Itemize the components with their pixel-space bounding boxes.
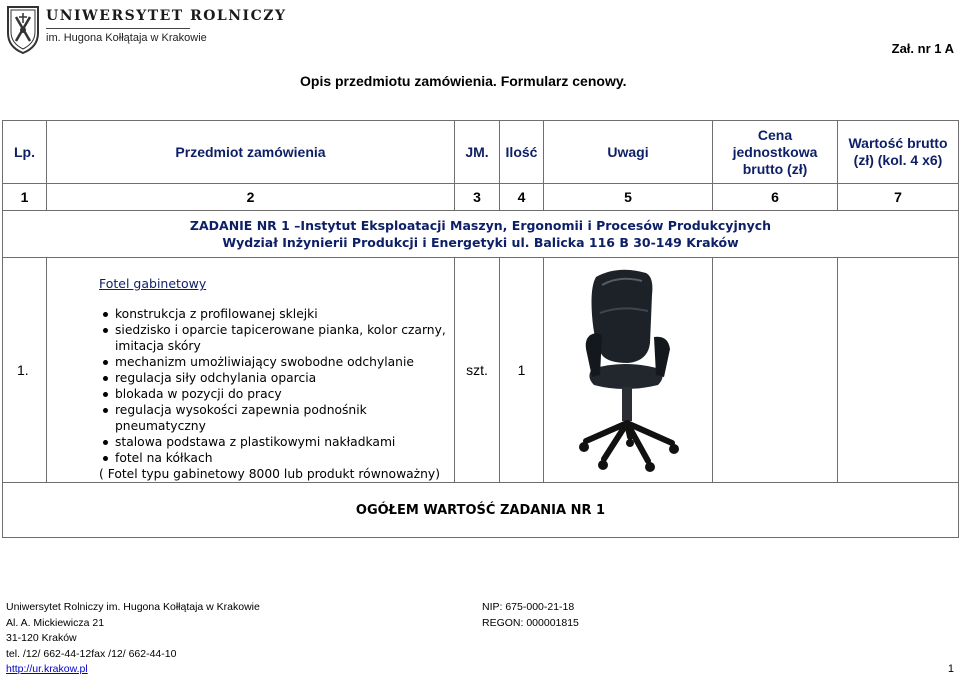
col-header-quantity: Ilość (500, 121, 544, 184)
item-unit: szt. (455, 258, 500, 483)
item-lp: 1. (3, 258, 47, 483)
university-name: UNIWERSYTET ROLNICZY (46, 8, 287, 24)
col-header-unit: JM. (455, 121, 500, 184)
task-heading-line: ZADANIE NR 1 –Instytut Eksploatacji Maszyn, Ergonomii i Procesów Produkcyjnych (189, 218, 772, 233)
table-row (3, 258, 959, 483)
page-number: 1 (947, 663, 954, 675)
price-form-table (2, 120, 959, 538)
office-chair-photo (568, 265, 688, 475)
attachment-label: Zał. nr 1 A (891, 41, 954, 56)
item-total-value-cell[interactable] (838, 258, 959, 483)
feature-item: fotel na kółkach (99, 450, 454, 466)
university-logo-icon (6, 3, 40, 55)
col-header-lp: Lp. (3, 121, 47, 184)
footer-registration (482, 600, 579, 631)
footer-address (6, 600, 260, 678)
item-name: Fotel gabinetowy (99, 276, 207, 291)
feature-item: mechanizm umożliwiający swobodne odchylanie (99, 354, 454, 370)
task-heading (3, 211, 959, 258)
feature-item: regulacja wysokości zapewnia podnośnik pneumatyczny (99, 402, 454, 434)
task-heading-row (3, 211, 959, 258)
feature-item: regulacja siły odchylania oparcia (99, 370, 454, 386)
item-equivalent-note: ( Fotel typu gabinetowy 8000 lub produkt równoważny) (99, 467, 440, 481)
col-header-item: Przedmiot zamówienia (47, 121, 455, 184)
col-number: 6 (713, 184, 838, 211)
footer-line: Uniwersytet Rolniczy im. Hugona Kołłątaja w Krakowie (6, 601, 260, 613)
feature-item: siedzisko i oparcie tapicerowane pianka, kolor czarny, imitacja skóry (99, 322, 454, 354)
item-description (47, 258, 455, 483)
col-number: 7 (838, 184, 959, 211)
university-subtitle: im. Hugona Kołłątaja w Krakowie (46, 32, 207, 44)
task-heading-line: Wydział Inżynierii Produkcji i Energetyki ul. Balicka 116 B 30-149 Kraków (222, 235, 739, 250)
col-number: 2 (47, 184, 455, 211)
footer-line: Al. A. Mickiewicza 21 (6, 616, 105, 629)
col-number: 5 (544, 184, 713, 211)
footer-line: tel. /12/ 662-44-12fax /12/ 662-44-10 (6, 647, 177, 660)
col-header-unit-price: Cena jednostkowa brutto (zł) (713, 121, 838, 184)
website-link[interactable]: http://ur.krakow.pl (6, 663, 88, 675)
col-header-notes: Uwagi (544, 121, 713, 184)
total-label: OGÓŁEM WARTOŚĆ ZADANIA NR 1 (3, 483, 959, 538)
feature-item: blokada w pozycji do pracy (99, 386, 454, 402)
regon-number: REGON: 000001815 (482, 616, 579, 629)
col-number: 4 (500, 184, 544, 211)
feature-list (47, 306, 454, 466)
col-header-total-value: Wartość brutto (zł) (kol. 4 x6) (838, 121, 959, 184)
item-quantity: 1 (500, 258, 544, 483)
feature-item: konstrukcja z profilowanej sklejki (99, 306, 454, 322)
feature-item: stalowa podstawa z plastikowymi nakładkami (99, 434, 454, 450)
item-unit-price-cell[interactable] (713, 258, 838, 483)
table-header-row (3, 121, 959, 184)
document-title: Opis przedmiotu zamówienia. Formularz cenowy. (300, 73, 627, 89)
col-number: 3 (455, 184, 500, 211)
footer-line: 31-120 Kraków (6, 632, 77, 644)
item-notes-cell (544, 258, 713, 483)
logo-divider (46, 28, 190, 29)
total-row (3, 483, 959, 538)
nip-number: NIP: 675-000-21-18 (482, 601, 575, 613)
column-number-row (3, 184, 959, 211)
col-number: 1 (3, 184, 47, 211)
